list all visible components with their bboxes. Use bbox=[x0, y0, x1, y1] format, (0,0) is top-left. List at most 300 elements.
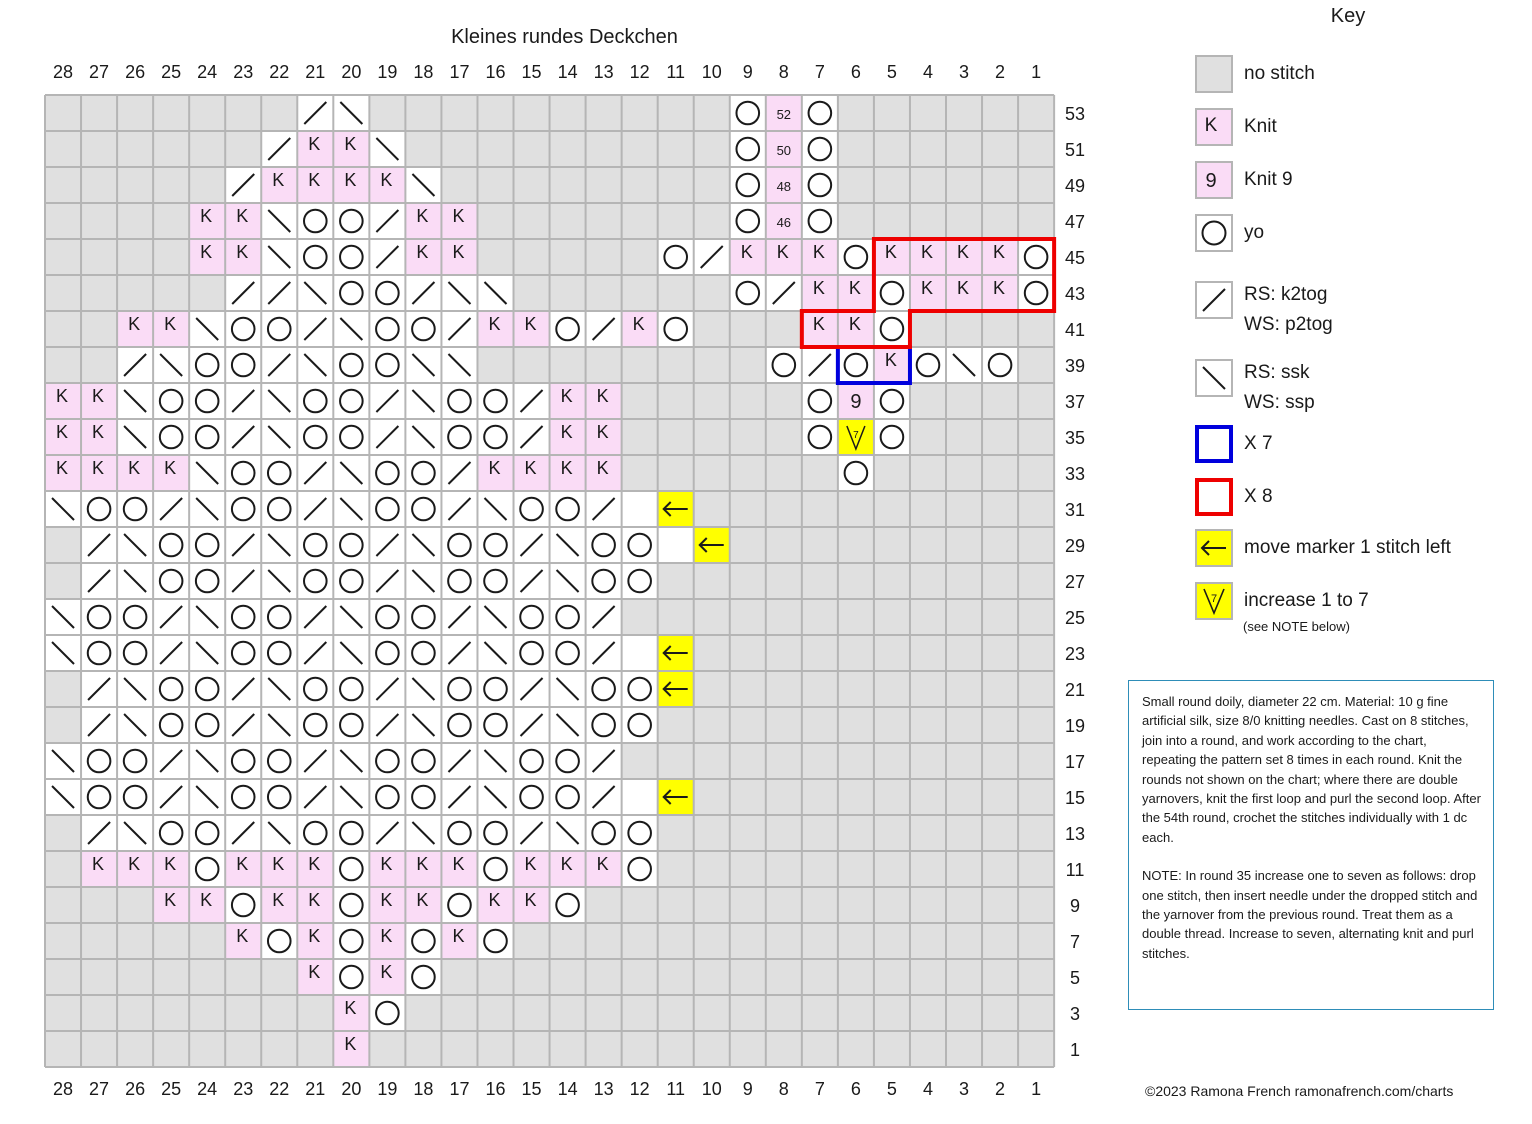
knit-symbol: K bbox=[993, 242, 1006, 262]
no-stitch-cell bbox=[802, 671, 838, 707]
no-stitch-cell bbox=[550, 995, 586, 1031]
no-stitch-cell bbox=[117, 131, 153, 167]
column-label-bottom: 13 bbox=[593, 1079, 614, 1099]
no-stitch-cell bbox=[694, 635, 730, 671]
no-stitch-cell bbox=[441, 131, 477, 167]
no-stitch-cell bbox=[658, 419, 694, 455]
no-stitch-cell bbox=[910, 779, 946, 815]
no-stitch-cell bbox=[81, 1031, 117, 1067]
yo-cell bbox=[874, 383, 910, 419]
legend-label: X 8 bbox=[1244, 486, 1273, 507]
no-stitch-cell bbox=[477, 959, 513, 995]
no-stitch-cell bbox=[405, 131, 441, 167]
column-label-bottom: 6 bbox=[850, 1079, 861, 1099]
knit-symbol: K bbox=[308, 854, 321, 874]
no-stitch-cell bbox=[874, 815, 910, 851]
no-stitch-cell bbox=[730, 1031, 766, 1067]
no-stitch-cell bbox=[802, 635, 838, 671]
column-label-bottom: 16 bbox=[485, 1079, 506, 1099]
chart-title: Kleines rundes Deckchen bbox=[451, 26, 678, 48]
no-stitch-cell bbox=[477, 95, 513, 131]
no-stitch-cell bbox=[910, 887, 946, 923]
no-stitch-cell bbox=[622, 959, 658, 995]
no-stitch-cell bbox=[874, 131, 910, 167]
no-stitch-cell bbox=[694, 347, 730, 383]
no-stitch-cell bbox=[1018, 923, 1054, 959]
no-stitch-cell bbox=[910, 383, 946, 419]
no-stitch-cell bbox=[838, 635, 874, 671]
no-stitch-cell bbox=[658, 563, 694, 599]
no-stitch-cell bbox=[441, 959, 477, 995]
no-stitch-swatch bbox=[1195, 55, 1235, 95]
no-stitch-cell bbox=[1018, 779, 1054, 815]
no-stitch-cell bbox=[477, 167, 513, 203]
knit-symbol: K bbox=[452, 926, 465, 946]
no-stitch-cell bbox=[658, 275, 694, 311]
yo-cell bbox=[297, 419, 333, 455]
row-label: 45 bbox=[1064, 248, 1086, 268]
legend-label: X 7 bbox=[1244, 433, 1273, 454]
no-stitch-cell bbox=[477, 203, 513, 239]
yo-cell bbox=[261, 923, 297, 959]
no-stitch-cell bbox=[658, 959, 694, 995]
yo-cell bbox=[730, 131, 766, 167]
legend-label: no stitch bbox=[1244, 63, 1315, 84]
knit-symbol: K bbox=[488, 890, 501, 910]
no-stitch-cell bbox=[297, 995, 333, 1031]
no-stitch-cell bbox=[550, 203, 586, 239]
key-title: Key bbox=[1330, 5, 1366, 27]
yo-cell bbox=[441, 419, 477, 455]
column-label-top: 9 bbox=[742, 62, 753, 82]
yo-cell bbox=[333, 275, 369, 311]
knit-symbol: K bbox=[812, 242, 825, 262]
no-stitch-cell bbox=[1018, 707, 1054, 743]
column-label-bottom: 17 bbox=[449, 1079, 470, 1099]
knit-symbol: K bbox=[92, 854, 105, 874]
no-stitch-cell bbox=[514, 131, 550, 167]
row-label: 1 bbox=[1069, 1040, 1081, 1060]
no-stitch-cell bbox=[874, 743, 910, 779]
column-label-top: 1 bbox=[1031, 62, 1042, 82]
no-stitch-cell bbox=[874, 707, 910, 743]
knit-symbol: K bbox=[560, 458, 573, 478]
no-stitch-cell bbox=[117, 95, 153, 131]
no-stitch-cell bbox=[730, 347, 766, 383]
no-stitch-cell bbox=[622, 455, 658, 491]
yo-cell bbox=[333, 347, 369, 383]
row-label: 7 bbox=[1069, 932, 1081, 952]
knit-symbol: K bbox=[488, 458, 501, 478]
no-stitch-cell bbox=[45, 851, 81, 887]
no-stitch-cell bbox=[1018, 635, 1054, 671]
no-stitch-cell bbox=[658, 347, 694, 383]
yo-cell bbox=[225, 491, 261, 527]
no-stitch-cell bbox=[225, 959, 261, 995]
yo-cell bbox=[297, 671, 333, 707]
yo-cell bbox=[910, 347, 946, 383]
row-label: 19 bbox=[1064, 716, 1086, 736]
row-label: 9 bbox=[1069, 896, 1081, 916]
no-stitch-cell bbox=[694, 995, 730, 1031]
no-stitch-cell bbox=[45, 347, 81, 383]
no-stitch-cell bbox=[766, 707, 802, 743]
empty-cell bbox=[658, 527, 694, 563]
yo-cell bbox=[369, 491, 405, 527]
no-stitch-cell bbox=[658, 851, 694, 887]
no-stitch-cell bbox=[838, 995, 874, 1031]
column-label-bottom: 28 bbox=[53, 1079, 74, 1099]
yo-cell bbox=[405, 599, 441, 635]
yo-cell bbox=[982, 347, 1018, 383]
no-stitch-cell bbox=[81, 311, 117, 347]
no-stitch-cell bbox=[1018, 995, 1054, 1031]
yo-cell bbox=[153, 707, 189, 743]
knit-symbol: K bbox=[920, 278, 933, 298]
no-stitch-cell bbox=[117, 275, 153, 311]
knit-symbol: K bbox=[128, 854, 141, 874]
no-stitch-cell bbox=[874, 635, 910, 671]
yo-cell bbox=[441, 707, 477, 743]
no-stitch-cell bbox=[874, 491, 910, 527]
no-stitch-cell bbox=[658, 923, 694, 959]
copyright-footer: ©2023 Ramona French ramonafrench.com/charts bbox=[1145, 1083, 1454, 1099]
yo-cell bbox=[189, 527, 225, 563]
no-stitch-cell bbox=[622, 419, 658, 455]
no-stitch-cell bbox=[1018, 743, 1054, 779]
yo-cell bbox=[441, 671, 477, 707]
no-stitch-cell bbox=[694, 959, 730, 995]
no-stitch-cell bbox=[622, 887, 658, 923]
yo-cell bbox=[1018, 239, 1054, 275]
no-stitch-cell bbox=[802, 923, 838, 959]
knit-symbol: K bbox=[56, 422, 69, 442]
no-stitch-cell bbox=[441, 1031, 477, 1067]
column-label-top: 16 bbox=[485, 62, 506, 82]
yo-cell bbox=[550, 599, 586, 635]
yo-cell bbox=[81, 743, 117, 779]
no-stitch-cell bbox=[982, 95, 1018, 131]
yo-cell bbox=[477, 815, 513, 851]
no-stitch-cell bbox=[514, 1031, 550, 1067]
yo-cell bbox=[405, 635, 441, 671]
no-stitch-cell bbox=[1018, 419, 1054, 455]
no-stitch-cell bbox=[946, 203, 982, 239]
column-label-top: 2 bbox=[995, 62, 1006, 82]
no-stitch-cell bbox=[1018, 383, 1054, 419]
no-stitch-cell bbox=[514, 239, 550, 275]
no-stitch-cell bbox=[910, 995, 946, 1031]
no-stitch-cell bbox=[550, 167, 586, 203]
no-stitch-cell bbox=[1018, 527, 1054, 563]
no-stitch-cell bbox=[1018, 455, 1054, 491]
knit-symbol: K bbox=[164, 890, 177, 910]
knit-symbol: K bbox=[308, 134, 321, 154]
column-label-top: 12 bbox=[629, 62, 650, 82]
row-label: 5 bbox=[1069, 968, 1081, 988]
no-stitch-cell bbox=[838, 563, 874, 599]
no-stitch-cell bbox=[766, 815, 802, 851]
no-stitch-cell bbox=[694, 563, 730, 599]
knit-symbol: K bbox=[236, 854, 249, 874]
no-stitch-cell bbox=[802, 743, 838, 779]
column-label-top: 4 bbox=[922, 62, 933, 82]
no-stitch-cell bbox=[838, 167, 874, 203]
column-label-bottom: 8 bbox=[778, 1079, 789, 1099]
yo-cell bbox=[333, 527, 369, 563]
knit-symbol: K bbox=[812, 314, 825, 334]
no-stitch-cell bbox=[1018, 491, 1054, 527]
no-stitch-cell bbox=[874, 779, 910, 815]
no-stitch-cell bbox=[189, 923, 225, 959]
row-label: 41 bbox=[1064, 320, 1086, 340]
knit-symbol: K bbox=[308, 962, 321, 982]
no-stitch-cell bbox=[982, 131, 1018, 167]
no-stitch-cell bbox=[1018, 563, 1054, 599]
yo-cell bbox=[550, 779, 586, 815]
row-label: 11 bbox=[1065, 860, 1085, 880]
no-stitch-cell bbox=[586, 1031, 622, 1067]
no-stitch-cell bbox=[658, 167, 694, 203]
no-stitch-cell bbox=[45, 95, 81, 131]
no-stitch-cell bbox=[802, 1031, 838, 1067]
yo-cell bbox=[117, 779, 153, 815]
no-stitch-cell bbox=[694, 815, 730, 851]
no-stitch-cell bbox=[117, 995, 153, 1031]
no-stitch-cell bbox=[514, 203, 550, 239]
no-stitch-cell bbox=[802, 815, 838, 851]
no-stitch-cell bbox=[45, 959, 81, 995]
no-stitch-cell bbox=[982, 203, 1018, 239]
no-stitch-cell bbox=[982, 167, 1018, 203]
yo-cell bbox=[117, 635, 153, 671]
no-stitch-cell bbox=[658, 707, 694, 743]
no-stitch-cell bbox=[514, 959, 550, 995]
empty-cell bbox=[622, 635, 658, 671]
yo-cell bbox=[297, 815, 333, 851]
column-label-top: 6 bbox=[850, 62, 861, 82]
knit-symbol: K bbox=[452, 206, 465, 226]
no-stitch-cell bbox=[586, 167, 622, 203]
yo-cell bbox=[117, 599, 153, 635]
yo-cell bbox=[477, 671, 513, 707]
yo-cell bbox=[405, 959, 441, 995]
no-stitch-cell bbox=[1018, 959, 1054, 995]
no-stitch-cell bbox=[694, 95, 730, 131]
column-label-top: 21 bbox=[305, 62, 326, 82]
no-stitch-cell bbox=[982, 995, 1018, 1031]
no-stitch-cell bbox=[153, 275, 189, 311]
no-stitch-cell bbox=[802, 779, 838, 815]
no-stitch-cell bbox=[81, 95, 117, 131]
row-label: 27 bbox=[1064, 572, 1086, 592]
yo-cell bbox=[333, 815, 369, 851]
row-label: 39 bbox=[1064, 356, 1086, 376]
yo-cell bbox=[261, 743, 297, 779]
yo-cell bbox=[802, 167, 838, 203]
yo-cell bbox=[369, 347, 405, 383]
knit-symbol: K bbox=[272, 854, 285, 874]
no-stitch-cell bbox=[694, 383, 730, 419]
no-stitch-cell bbox=[730, 671, 766, 707]
no-stitch-cell bbox=[766, 779, 802, 815]
no-stitch-cell bbox=[441, 167, 477, 203]
no-stitch-cell bbox=[910, 743, 946, 779]
no-stitch-cell bbox=[838, 203, 874, 239]
no-stitch-cell bbox=[766, 851, 802, 887]
yo-cell bbox=[189, 851, 225, 887]
no-stitch-cell bbox=[514, 167, 550, 203]
yo-cell bbox=[802, 131, 838, 167]
no-stitch-cell bbox=[477, 239, 513, 275]
no-stitch-cell bbox=[81, 167, 117, 203]
no-stitch-cell bbox=[730, 995, 766, 1031]
no-stitch-cell bbox=[45, 671, 81, 707]
legend-label: RS: k2tog WS: p2tog bbox=[1244, 284, 1333, 335]
no-stitch-cell bbox=[982, 527, 1018, 563]
yo-cell bbox=[514, 599, 550, 635]
no-stitch-cell bbox=[910, 635, 946, 671]
knit-symbol: K bbox=[56, 386, 69, 406]
no-stitch-cell bbox=[766, 1031, 802, 1067]
no-stitch-cell bbox=[45, 203, 81, 239]
no-stitch-cell bbox=[45, 563, 81, 599]
knit-symbol: K bbox=[236, 242, 249, 262]
no-stitch-cell bbox=[766, 923, 802, 959]
no-stitch-cell bbox=[730, 635, 766, 671]
no-stitch-cell bbox=[694, 887, 730, 923]
no-stitch-cell bbox=[261, 95, 297, 131]
no-stitch-cell bbox=[550, 95, 586, 131]
no-stitch-cell bbox=[694, 707, 730, 743]
yo-cell bbox=[838, 347, 874, 383]
no-stitch-cell bbox=[81, 923, 117, 959]
no-stitch-cell bbox=[838, 743, 874, 779]
yo-cell bbox=[369, 275, 405, 311]
knit-symbol: K bbox=[200, 242, 213, 262]
no-stitch-cell bbox=[622, 743, 658, 779]
no-stitch-cell bbox=[946, 887, 982, 923]
yo-cell bbox=[261, 779, 297, 815]
no-stitch-cell bbox=[45, 995, 81, 1031]
knit-symbol: K bbox=[452, 854, 465, 874]
yo-cell bbox=[622, 851, 658, 887]
knit-symbol: K bbox=[416, 890, 429, 910]
no-stitch-cell bbox=[658, 995, 694, 1031]
no-stitch-cell bbox=[658, 599, 694, 635]
knit-symbol: K bbox=[128, 314, 141, 334]
column-label-top: 15 bbox=[521, 62, 542, 82]
no-stitch-cell bbox=[514, 95, 550, 131]
row-label: 53 bbox=[1064, 104, 1086, 124]
yo-cell bbox=[153, 815, 189, 851]
yo-cell bbox=[477, 923, 513, 959]
no-stitch-cell bbox=[622, 239, 658, 275]
no-stitch-cell bbox=[694, 311, 730, 347]
svg-text:9: 9 bbox=[1205, 170, 1217, 192]
no-stitch-cell bbox=[766, 455, 802, 491]
no-stitch-cell bbox=[189, 959, 225, 995]
knit-symbol: K bbox=[272, 170, 285, 190]
yo-cell bbox=[550, 887, 586, 923]
notes-paragraph: Small round doily, diameter 22 cm. Material: 10 g fine artificial silk, size 8/0 knitting needles. Cast on 8 stitches, join into a round, and work according to the chart, repeating the pattern set 8 times in each round. Knit the rounds not shown on the chart; where there are double yarnovers, knit the first loop and purl the second loop. After the 54th round, crochet the stitches individually with 1 dc each. bbox=[1142, 694, 1481, 845]
no-stitch-cell bbox=[441, 995, 477, 1031]
yo-cell bbox=[405, 455, 441, 491]
no-stitch-cell bbox=[117, 167, 153, 203]
knit-count-label: 50 bbox=[776, 143, 792, 158]
column-label-top: 18 bbox=[413, 62, 434, 82]
row-label: 35 bbox=[1064, 428, 1086, 448]
no-stitch-cell bbox=[982, 419, 1018, 455]
no-stitch-cell bbox=[153, 203, 189, 239]
no-stitch-cell bbox=[622, 203, 658, 239]
no-stitch-cell bbox=[838, 1031, 874, 1067]
no-stitch-cell bbox=[153, 995, 189, 1031]
yo-cell bbox=[730, 275, 766, 311]
no-stitch-cell bbox=[838, 599, 874, 635]
no-stitch-cell bbox=[297, 1031, 333, 1067]
yo-cell bbox=[477, 383, 513, 419]
legend-label: yo bbox=[1244, 222, 1265, 243]
no-stitch-cell bbox=[441, 95, 477, 131]
yo-cell bbox=[333, 203, 369, 239]
yo-cell bbox=[514, 743, 550, 779]
no-stitch-cell bbox=[1018, 95, 1054, 131]
no-stitch-cell bbox=[586, 95, 622, 131]
yo-cell bbox=[297, 383, 333, 419]
yo-cell bbox=[441, 527, 477, 563]
yo-cell bbox=[550, 491, 586, 527]
no-stitch-cell bbox=[369, 95, 405, 131]
yo-cell bbox=[81, 635, 117, 671]
no-stitch-cell bbox=[910, 311, 946, 347]
no-stitch-cell bbox=[225, 995, 261, 1031]
row-label: 29 bbox=[1064, 536, 1086, 556]
column-label-top: 8 bbox=[778, 62, 789, 82]
yo-cell bbox=[189, 383, 225, 419]
no-stitch-cell bbox=[45, 923, 81, 959]
no-stitch-cell bbox=[694, 923, 730, 959]
no-stitch-cell bbox=[81, 203, 117, 239]
no-stitch-cell bbox=[730, 779, 766, 815]
no-stitch-cell bbox=[766, 671, 802, 707]
legend-label: Knit 9 bbox=[1244, 169, 1293, 190]
no-stitch-cell bbox=[982, 311, 1018, 347]
knit-symbol: K bbox=[416, 854, 429, 874]
no-stitch-cell bbox=[45, 1031, 81, 1067]
yo-cell bbox=[153, 383, 189, 419]
no-stitch-cell bbox=[838, 851, 874, 887]
column-label-bottom: 14 bbox=[557, 1079, 578, 1099]
yo-cell bbox=[297, 707, 333, 743]
legend-label: RS: ssk WS: ssp bbox=[1244, 362, 1315, 413]
no-stitch-cell bbox=[45, 707, 81, 743]
yo-cell bbox=[622, 563, 658, 599]
no-stitch-cell bbox=[730, 311, 766, 347]
no-stitch-cell bbox=[153, 131, 189, 167]
legend-label: Knit bbox=[1244, 116, 1277, 137]
no-stitch-cell bbox=[838, 707, 874, 743]
yo-cell bbox=[81, 779, 117, 815]
knit-symbol: K bbox=[524, 854, 537, 874]
no-stitch-cell bbox=[694, 491, 730, 527]
no-stitch-cell bbox=[766, 527, 802, 563]
no-stitch-cell bbox=[514, 347, 550, 383]
column-label-bottom: 20 bbox=[341, 1079, 362, 1099]
no-stitch-cell bbox=[153, 923, 189, 959]
knit-symbol: K bbox=[560, 854, 573, 874]
yo-cell bbox=[225, 779, 261, 815]
